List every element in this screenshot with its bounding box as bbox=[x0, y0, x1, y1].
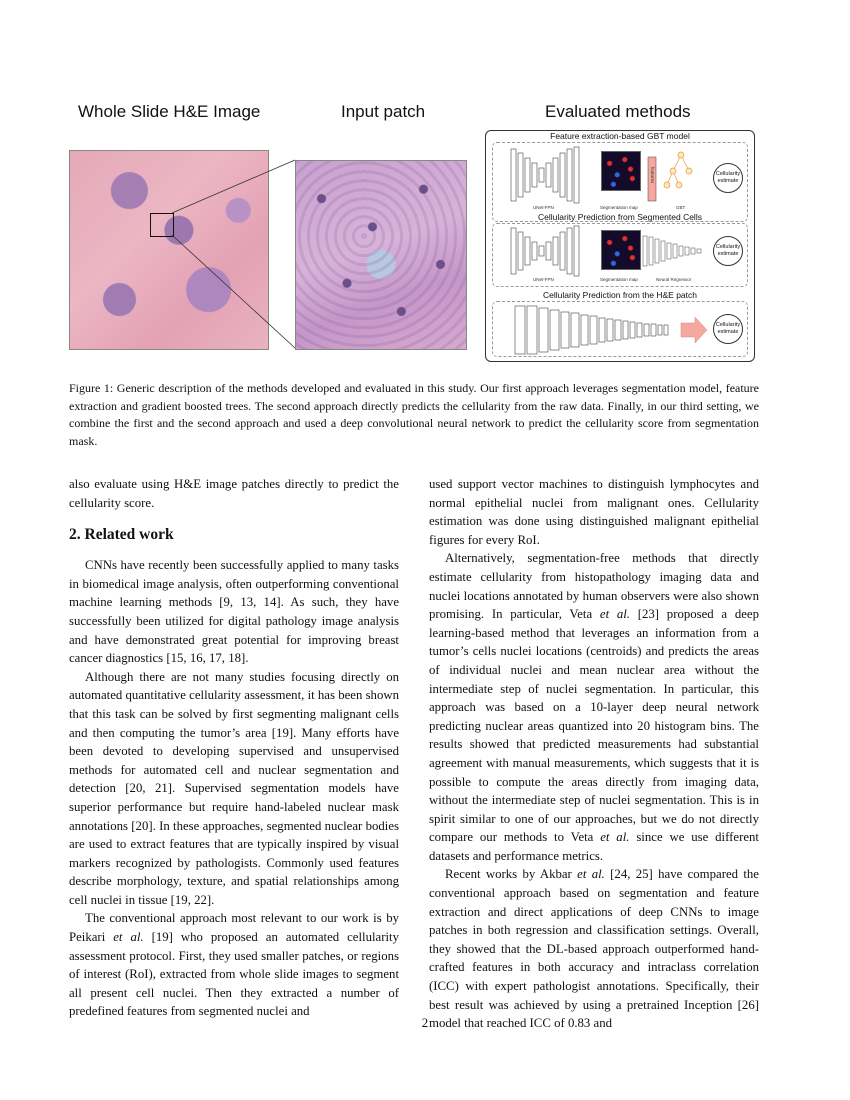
label-segmap-1: Segmentation map bbox=[600, 205, 638, 210]
label-unet-1: UNet-FPN bbox=[533, 205, 554, 210]
section-heading: 2. Related work bbox=[69, 526, 174, 544]
et-al: et al. bbox=[577, 867, 605, 882]
label-segmap-2: Segmentation map bbox=[600, 277, 638, 282]
whole-slide-image bbox=[69, 150, 269, 350]
intro-paragraph: also evaluate using H&E image patches directly to predict the cellularity score. bbox=[69, 477, 399, 510]
figure-title-methods: Evaluated methods bbox=[545, 102, 691, 121]
panel-1-title: Feature extraction-based GBT model bbox=[550, 131, 690, 141]
panel-2-title: Cellularity Prediction from Segmented Cells bbox=[538, 212, 702, 222]
related-work-p3 bbox=[69, 909, 399, 1021]
right-column bbox=[429, 475, 759, 1033]
figure-caption: Figure 1: Generic description of the methods developed and evaluated in this study. Our first approach leverages segmentation model, feature extraction and gradient boosted trees. The second approach directly predicts the cellularity from the raw data. Finally, in our third setting, we combine the first and the second approach and used a deep convolutional neural network to predict the cellularity score from segmentation mask. bbox=[69, 381, 759, 448]
cellularity-estimate-2: Cellularity estimate bbox=[713, 236, 743, 266]
related-work-p2: Although there are not many studies focusing directly on automated quantitative cellularity assessment, it has been shown that this task can be solved by first segmenting malignant cells and then computing the tumor’s area [19]. Many efforts have been devoted to developing supervised and unsupervised methods for automated cell and nuclear segmentation and detection [20, 21]. Supervised segmentation models have superior performance but require hand-labeled nuclear mask annotations [20]. In these approaches, segmented nuclear bodies are used to extract features that are typically inspired by visual markers recognized by pathologists. Commonly used features describe morphology, texture, and spatial relationships among cell nuclei in tissue [19, 22]. bbox=[69, 669, 399, 907]
text-run: Alternatively, segmentation-free methods that directly estimate cellularity from histopathology imaging data and nuclei locations annotated by human observers were also shown promising. In particular, Veta bbox=[429, 551, 759, 622]
panel-3-title: Cellularity Prediction from the H&E patch bbox=[542, 290, 697, 300]
label-neural-regressor: Neural Regressor bbox=[656, 277, 692, 282]
panel-neural-regressor bbox=[492, 223, 748, 287]
cellularity-estimate-1: Cellularity estimate bbox=[713, 163, 743, 193]
right-p3 bbox=[429, 865, 759, 1032]
text-run: [23] proposed a deep learning-based method that leverages an information from a tumor’s cells nuclei locations (centroids) and predicts the areas of individual nuclei and mean nuclear area without the intermediate step of nuclei segmentation. In particular, this approach was based on a 10-layer deep neural network predicting nuclear areas quantized into 20 histogram bins. The results showed that predicted measurements had substantial agreement with manual measurements, which suggests that it is possible to compute the areas directly from imaging data, without the intermediate step of nuclei segmentation. This is in spirit similar to one of our approaches, but we do not directly compare our methods to Veta bbox=[429, 607, 759, 845]
page-number: 2 bbox=[421, 1015, 429, 1030]
right-p2 bbox=[429, 549, 759, 865]
text-run: The conventional approach most relevant to our work is by Peikari bbox=[69, 911, 399, 945]
input-patch-image bbox=[295, 160, 467, 350]
figure-title-patch: Input patch bbox=[341, 102, 426, 121]
text-run: [24, 25] have compared the conventional approach based on segmentation and feature extraction and direct applications of deep CNNs to image patches in both regression and classification settings. Overall, they showed that the DL-based approach outperformed hand-crafted features in both accuracy and intraclass correlation (ICC) with expert pathologist annotations. Specifically, their best result was achieved by using a pretrained Inception [26] model that reached ICC of 0.83 and bbox=[429, 867, 759, 1031]
text-run: [19] who proposed an automated cellularity assessment protocol. First, they used smaller patches, or regions of interest (RoI), extracted from whole slide images to segment all present cell nuclei. Then they extracted a number of predefined features from segmented nuclei and bbox=[69, 930, 399, 1019]
et-al: et al. bbox=[599, 607, 631, 622]
figure-title-wsi: Whole Slide H&E Image bbox=[78, 102, 261, 121]
panel-gbt bbox=[492, 142, 748, 222]
label-features: features bbox=[650, 167, 655, 184]
related-work-p1: CNNs have recently been successfully applied to many tasks in biomedical image analysis, often outperforming conventional machine learning methods [9, 13, 14]. As such, they have successfully been utilized for digital pathology image analysis and have demonstrated great potential for improving breast cancer diagnostics [15, 16, 17, 18]. bbox=[69, 558, 399, 666]
label-unet-2: UNet-FPN bbox=[533, 277, 554, 282]
left-column bbox=[69, 475, 399, 1021]
text-run: since we use different datasets and performance metrics. bbox=[429, 830, 759, 863]
et-al: et al. bbox=[600, 830, 630, 845]
text-run: Recent works by Akbar bbox=[445, 867, 578, 882]
patch-location-marker bbox=[150, 213, 174, 237]
panel-he-patch bbox=[492, 301, 748, 357]
segmentation-map-2 bbox=[601, 230, 641, 270]
cnn-diagram bbox=[493, 302, 749, 358]
methods-diagram bbox=[485, 130, 755, 362]
right-p1: used support vector machines to distinguish lymphocytes and normal epithelial nuclei from malignant ones. Cellularity estimation was done using distinguished malignant epithelial figures for every RoI. bbox=[429, 477, 759, 547]
cellularity-estimate-3: Cellularity estimate bbox=[713, 314, 743, 344]
label-gbt: GBT bbox=[676, 205, 686, 210]
et-al: et al. bbox=[113, 930, 144, 945]
segmentation-map-1 bbox=[601, 151, 641, 191]
